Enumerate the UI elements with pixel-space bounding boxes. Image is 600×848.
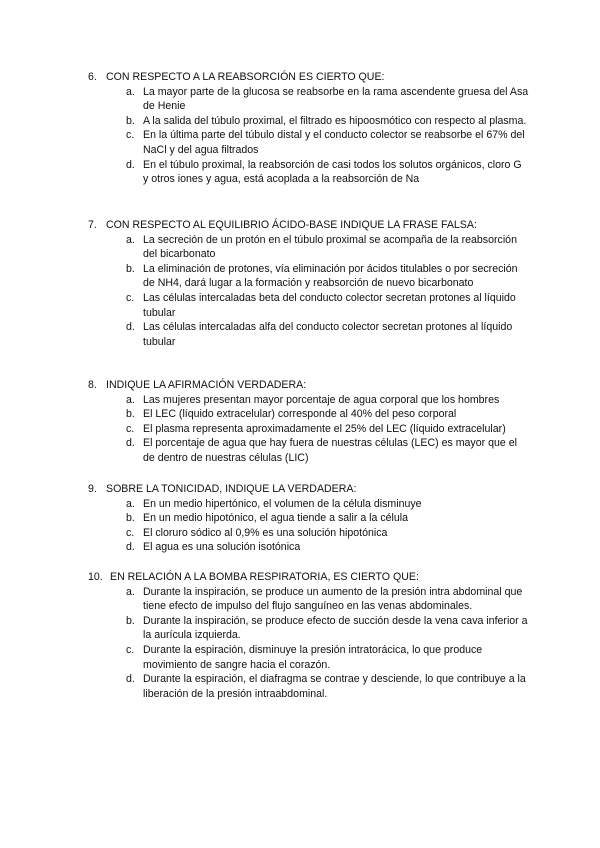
option-text: El cloruro sódico al 0,9% es una solución hipotónica (143, 526, 388, 539)
option-c (88, 291, 538, 320)
question-title: CON RESPECTO AL EQUILIBRIO ÁCIDO-BASE INDIQUE LA FRASE FALSA: (106, 219, 477, 231)
option-text: La mayor parte de la glucosa se reabsorbe en la rama ascendente gruesa del Asa de Henie (143, 85, 529, 113)
question-number: 6. (88, 71, 97, 83)
question-6 (88, 70, 538, 187)
option-letter: c. (126, 422, 135, 435)
option-a (88, 85, 538, 114)
option-letter: a. (126, 497, 135, 510)
option-text: Las mujeres presentan mayor porcentaje de agua corporal que los hombres (143, 393, 500, 406)
question-title: SOBRE LA TONICIDAD, INDIQUE LA VERDADERA: (106, 483, 357, 495)
question-heading (88, 378, 538, 393)
option-b (88, 262, 538, 291)
option-text: La eliminación de protones, vía eliminación por ácidos titulables o por secreción de NH4, dará lugar a la formación y reabsorción de nuevo bicarbonato (143, 262, 518, 290)
option-letter: a. (126, 233, 135, 246)
option-text: En el túbulo proximal, la reabsorción de casi todos los solutos orgánicos, cloro G y otros iones y agua, está acoplada a la reabsorción de Na (143, 158, 522, 186)
option-d (88, 672, 538, 701)
option-c (88, 526, 538, 541)
question-title: CON RESPECTO A LA REABSORCIÓN ES CIERTO QUE: (106, 71, 385, 83)
option-text: Durante la espiración, disminuye la presión intratorácica, lo que produce movimiento de sangre hacia el corazón. (143, 643, 483, 671)
option-text: Las células intercaladas alfa del conducto colector secretan protones al líquido tubular (143, 321, 513, 348)
option-letter: d. (126, 673, 135, 686)
option-c (88, 128, 538, 157)
option-letter: c. (126, 643, 135, 656)
question-number: 9. (88, 483, 97, 495)
question-heading (88, 482, 538, 497)
option-letter: b. (126, 262, 135, 275)
option-list (88, 85, 538, 187)
option-letter: c. (126, 129, 135, 142)
question-9 (88, 482, 538, 555)
option-text: El plasma representa aproximadamente el 25% del LEC (líquido extracelular) (143, 422, 506, 435)
option-letter: d. (126, 437, 135, 450)
option-b (88, 407, 538, 422)
option-c (88, 643, 538, 672)
question-heading (88, 70, 538, 85)
option-text: El LEC (líquido extracelular) corresponde al 40% del peso corporal (143, 408, 457, 421)
question-heading (88, 570, 538, 585)
option-a (88, 233, 538, 262)
option-letter: a. (126, 85, 135, 98)
option-letter: c. (126, 526, 135, 539)
option-list (88, 393, 538, 466)
option-text: El porcentaje de agua que hay fuera de nuestras células (LEC) es mayor que el de dentro de nuestras células (LIC) (143, 437, 517, 464)
option-letter: b. (126, 408, 135, 421)
option-a (88, 585, 538, 614)
option-a (88, 497, 538, 512)
option-text: Durante la espiración, el diafragma se contrae y desciende, lo que contribuye a la liberación de la presión intraabdominal. (143, 673, 526, 700)
option-text: En la última parte del túbulo distal y el conducto colector se reabsorbe el 67% del NaCl y del agua filtrados (143, 129, 525, 156)
option-c (88, 422, 538, 437)
option-list (88, 585, 538, 702)
option-text: Las células intercaladas beta del conducto colector secretan protones al líquido tubular (143, 291, 516, 319)
option-d (88, 158, 538, 187)
question-number: 7. (88, 219, 97, 231)
question-heading (88, 218, 538, 233)
option-letter: b. (126, 512, 135, 525)
option-letter: a. (126, 393, 135, 406)
option-b (88, 114, 538, 129)
option-letter: d. (126, 321, 135, 334)
option-letter: b. (126, 614, 135, 627)
option-d (88, 540, 538, 555)
option-text: La secreción de un protón en el túbulo proximal se acompaña de la reabsorción del bicarbonato (143, 233, 517, 261)
option-text: En un medio hipertónico, el volumen de la célula disminuye (143, 497, 422, 510)
option-letter: d. (126, 158, 135, 171)
option-text: En un medio hipotónico, el agua tiende a salir a la célula (143, 512, 409, 525)
option-text: Durante la inspiración, se produce un aumento de la presión intra abdominal que tiene efecto de impulso del flujo sanguíneo en las venas abdominales. (143, 585, 523, 613)
question-title: INDIQUE LA AFIRMACIÓN VERDADERA: (106, 379, 307, 391)
option-text: El agua es una solución isotónica (143, 541, 301, 554)
option-letter: b. (126, 114, 135, 127)
question-number: 10. (88, 571, 103, 583)
option-a (88, 393, 538, 408)
question-number: 8. (88, 379, 97, 391)
option-b (88, 511, 538, 526)
option-letter: c. (126, 291, 135, 304)
option-d (88, 436, 538, 465)
option-d (88, 320, 538, 349)
option-letter: d. (126, 541, 135, 554)
option-letter: a. (126, 585, 135, 598)
option-list (88, 233, 538, 350)
option-text: Durante la inspiración, se produce efecto de succión desde la vena cava inferior a la aurícula izquierda. (143, 614, 528, 642)
option-b (88, 614, 538, 643)
question-10 (88, 570, 538, 701)
option-list (88, 497, 538, 555)
question-8 (88, 378, 538, 466)
option-text: A la salida del túbulo proximal, el filtrado es hipoosmótico con respecto al plasma. (143, 114, 527, 127)
question-7 (88, 218, 538, 349)
question-title: EN RELACIÓN A LA BOMBA RESPIRATORIA, ES CIERTO QUE: (110, 571, 419, 583)
